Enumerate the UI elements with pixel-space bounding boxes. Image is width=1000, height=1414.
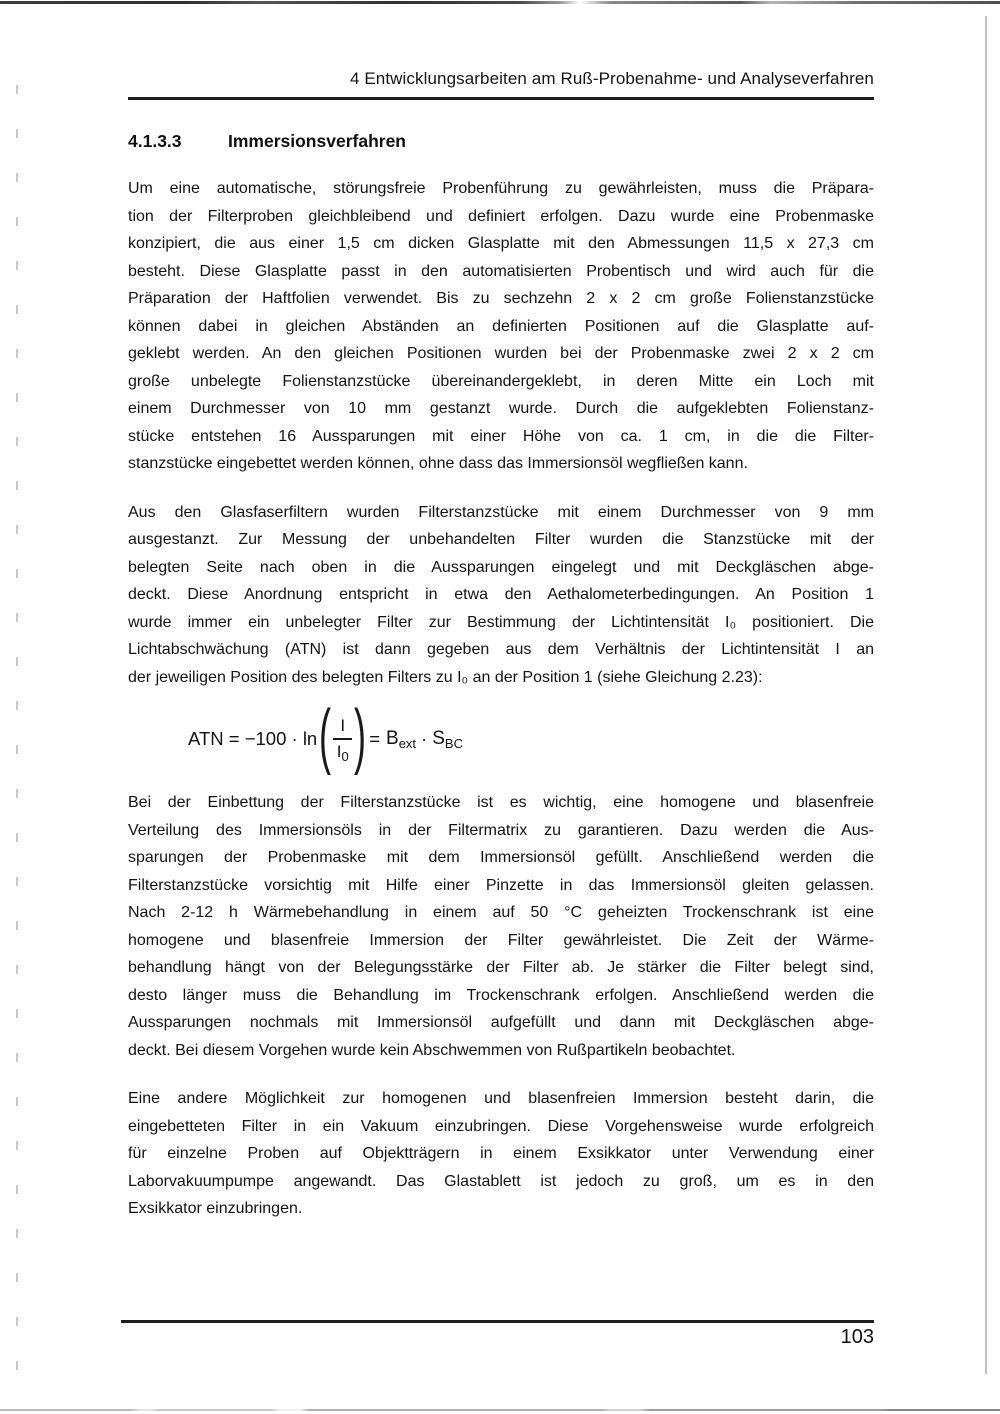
section-heading: [128, 131, 874, 152]
b-ext-symbol: [386, 728, 416, 750]
scan-artifact-bottom-edge: [0, 1409, 1000, 1411]
scan-artifact-right-edge: [985, 16, 987, 1374]
equation-atn: [188, 696, 874, 778]
text-line: Lichtabschwächung (ATN) ist dann gegeben aus dem Verhältnis der Lichtintensität I an: [128, 641, 874, 658]
page-content: [128, 68, 874, 1223]
scan-artifact-left-dashes: [16, 85, 18, 1390]
text-line: Eine andere Möglichkeit zur homogenen und blasenfreien Immersion besteht darin, die: [128, 1090, 874, 1107]
page-number: 103: [840, 1325, 874, 1348]
text-line: Aussparungen nochmals mit Immersionsöl aufgefüllt und dann mit Deckgläschen abge-: [128, 1014, 874, 1031]
text-line: können dabei in gleichen Abständen an definierten Positionen auf die Glasplatte auf-: [128, 317, 874, 335]
denominator-base: I: [336, 742, 342, 761]
text-line: belegten Seite nach oben in die Aussparungen eingelegt und mit Deckgläschen abge-: [128, 558, 874, 576]
text-line: Nach 2-12 h Wärmebehandlung in einem auf 50 °C geheizten Trockenschrank ist eine: [128, 904, 874, 921]
fraction-denominator: [336, 742, 349, 764]
text-line: tion der Filterproben gleichbleibend und definiert erfolgen. Dazu wurde eine Probenmaske: [128, 207, 874, 225]
fraction-numerator: I: [340, 716, 346, 735]
text-line: der jeweiligen Position des belegten Filters zu I₀ an der Position 1 (siehe Gleichung 2.23):: [128, 668, 763, 686]
text-line: Laborvakuumpumpe angewandt. Das Glastablett ist jedoch zu groß, um es in den: [128, 1172, 874, 1190]
fraction: [333, 716, 352, 764]
section-title: Immersionsverfahren: [228, 131, 406, 151]
s-bc-symbol: [432, 728, 463, 750]
text-line: homogene und blasenfreie Immersion der Filter gewährleistet. Die Zeit der Wärme-: [128, 931, 874, 949]
text-line: Bei der Einbettung der Filterstanzstücke ist es wichtig, eine homogene und blasenfreie: [128, 794, 874, 811]
s-subscript: BC: [444, 736, 463, 751]
footer-rule: [121, 1320, 874, 1323]
text-line: desto länger muss die Behandlung im Trockenschrank erfolgen. Anschließend werden die: [128, 986, 874, 1004]
text-line: wurde immer ein unbelegter Filter zur Bestimmung der Lichtintensität I₀ positioniert. Die: [128, 613, 874, 631]
text-line: für einzelne Proben auf Objektträgern in einem Exsikkator unter Verwendung einer: [128, 1145, 874, 1162]
paragraph-3: [128, 789, 874, 1064]
text-line: einem Durchmesser von 10 mm gestanzt wurde. Durch die aufgeklebten Folienstanz-: [128, 400, 874, 417]
left-paren: (: [319, 696, 332, 776]
fraction-bar: [333, 738, 352, 740]
paragraph-2: [128, 499, 874, 692]
scan-artifact-top-edge: [0, 1, 1000, 4]
text-line: deckt. Bei diesem Vorgehen wurde kein Abschwemmen von Rußpartikeln beobachtet.: [128, 1041, 736, 1059]
text-line: besteht. Diese Glasplatte passt in den automatisierten Probentisch und wird auch für die: [128, 262, 874, 280]
text-line: ausgestanzt. Zur Messung der unbehandelten Filter wurden die Stanzstücke mit der: [128, 531, 874, 548]
header-rule: [128, 97, 874, 100]
text-line: sparungen der Probenmaske mit dem Immersionsöl gefüllt. Anschließend werden die: [128, 849, 874, 866]
b-base: B: [386, 728, 399, 749]
paragraph-4: [128, 1085, 874, 1223]
text-line: stanzstücke eingebettet werden können, ohne dass das Immersionsöl wegfließen kann.: [128, 455, 748, 472]
text-line: geklebt werden. An den gleichen Positionen wurden bei der Probenmaske zwei 2 x 2 cm: [128, 345, 874, 362]
equation-equals: =: [369, 728, 381, 749]
page-footer: [121, 1320, 874, 1349]
dot-operator: ·: [421, 728, 428, 749]
denominator-subscript: 0: [341, 749, 349, 764]
text-line: große unbelegte Folienstanzstücke übereinandergeklebt, in deren Mitte ein Loch mit: [128, 372, 874, 390]
text-line: eingebetteten Filter in ein Vakuum einzubringen. Diese Vorgehensweise wurde erfolgreich: [128, 1117, 874, 1135]
text-line: konzipiert, die aus einer 1,5 cm dicken Glasplatte mit den Abmessungen 11,5 x 27,3 cm: [128, 235, 874, 252]
text-line: behandlung hängt von der Belegungsstärke der Filter ab. Je stärker die Filter belegt sind,: [128, 959, 874, 976]
text-line: stücke entstehen 16 Aussparungen mit einer Höhe von ca. 1 cm, in die die Filter-: [128, 427, 874, 445]
equation-lhs: ATN = −100 · ln: [188, 728, 318, 749]
text-line: Exsikkator einzubringen.: [128, 1200, 303, 1217]
b-subscript: ext: [398, 736, 417, 751]
text-line: deckt. Diese Anordnung entspricht in etwa den Aethalometerbedingungen. An Position 1: [128, 586, 874, 603]
text-line: Verteilung des Immersionsöls in der Filtermatrix zu garantieren. Dazu werden die Aus-: [128, 821, 874, 839]
text-line: Um eine automatische, störungsfreie Probenführung zu gewährleisten, muss die Präpara-: [128, 180, 874, 197]
running-header: 4 Entwicklungsarbeiten am Ruß-Probenahme- und Analyseverfahren: [349, 69, 874, 88]
right-paren: ): [354, 696, 367, 776]
text-line: Aus den Glasfaserfiltern wurden Filterstanzstücke mit einem Durchmesser von 9 mm: [128, 503, 874, 521]
section-number: 4.1.3.3: [128, 131, 182, 151]
text-line: Filterstanzstücke vorsichtig mit Hilfe einer Pinzette in das Immersionsöl gleiten gelassen.: [128, 876, 874, 894]
text-line: Präparation der Haftfolien verwendet. Bis zu sechzehn 2 x 2 cm große Folienstanzstücke: [128, 290, 874, 307]
paragraph-1: [128, 175, 874, 478]
s-base: S: [432, 728, 445, 749]
